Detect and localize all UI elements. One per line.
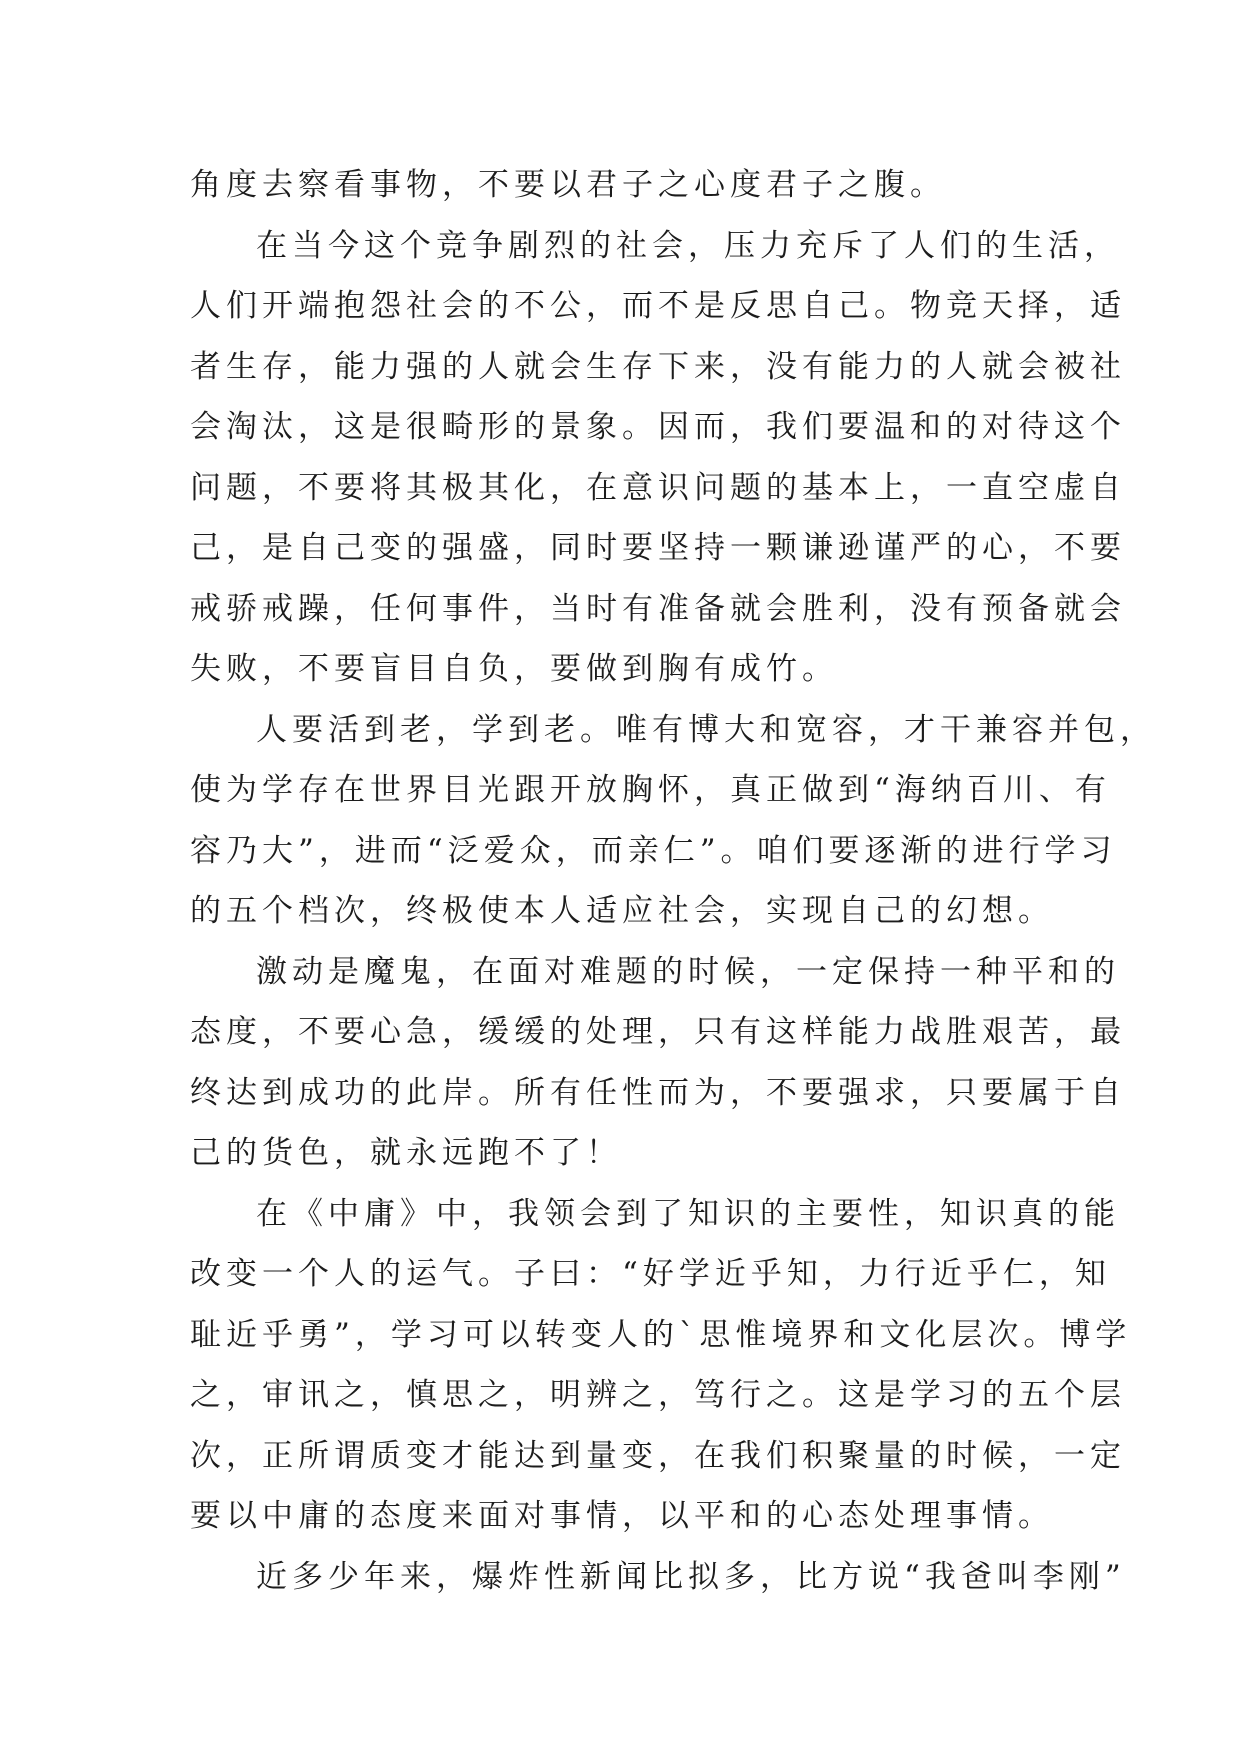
text-line: 态度，不要心急，缓缓的处理，只有这样能力战胜艰苦，最	[190, 1014, 1126, 1050]
text-line: 之，审讯之，慎思之，明辨之，笃行之。这是学习的五个层	[190, 1377, 1126, 1413]
paragraph-first-line: 激动是魔鬼，在面对难题的时候，一定保持一种平和的	[256, 953, 1120, 990]
text-line: 使为学存在世界目光跟开放胸怀，真正做到“海纳百川、有	[190, 772, 1111, 808]
text-line: 终达到成功的此岸。所有任性而为，不要强求，只要属于自	[190, 1074, 1126, 1111]
text-line: 己的货色，就永远跑不了！	[190, 1135, 622, 1171]
text-line: 戒骄戒躁，任何事件，当时有准备就会胜利，没有预备就会	[190, 590, 1126, 627]
text-line: 要以中庸的态度来面对事情，以平和的心态处理事情。	[190, 1498, 1054, 1534]
body-text	[190, 155, 1156, 1607]
text-line: 角度去察看事物，不要以君子之心度君子之腹。	[190, 167, 946, 203]
text-line: 改变一个人的运气。子曰：“好学近乎知，力行近乎仁，知	[190, 1256, 1111, 1292]
text-line: 耻近乎勇”，学习可以转变人的`思惟境界和文化层次。博学	[190, 1316, 1132, 1353]
text-line: 次，正所谓质变才能达到量变，在我们积聚量的时候，一定	[190, 1437, 1126, 1474]
paragraph-first-line: 在当今这个竞争剧烈的社会，压力充斥了人们的生活，	[256, 227, 1120, 264]
paragraph-first-line: 在《中庸》中，我领会到了知识的主要性，知识真的能	[256, 1195, 1120, 1232]
text-line: 者生存，能力强的人就会生存下来，没有能力的人就会被社	[190, 348, 1126, 385]
text-line: 人们开端抱怨社会的不公，而不是反思自己。物竞天择，适	[190, 288, 1126, 324]
text-line: 己，是自己变的强盛，同时要坚持一颗谦逊谨严的心，不要	[190, 530, 1126, 566]
text-line: 容乃大”，进而“泛爱众，而亲仁”。咱们要逐渐的进行学习	[190, 832, 1117, 869]
text-line: 会淘汰，这是很畸形的景象。因而，我们要温和的对待这个	[190, 409, 1126, 445]
text-line: 失败，不要盲目自负，要做到胸有成竹。	[190, 651, 838, 687]
paragraph-first-line: 近多少年来，爆炸性新闻比拟多，比方说“我爸叫李刚”	[256, 1558, 1126, 1595]
text-line: 问题，不要将其极其化，在意识问题的基本上，一直空虚自	[190, 469, 1126, 506]
text-line: 的五个档次，终极使本人适应社会，实现自己的幻想。	[190, 893, 1054, 929]
paragraph-first-line: 人要活到老，学到老。唯有博大和宽容，才干兼容并包，	[256, 711, 1156, 748]
